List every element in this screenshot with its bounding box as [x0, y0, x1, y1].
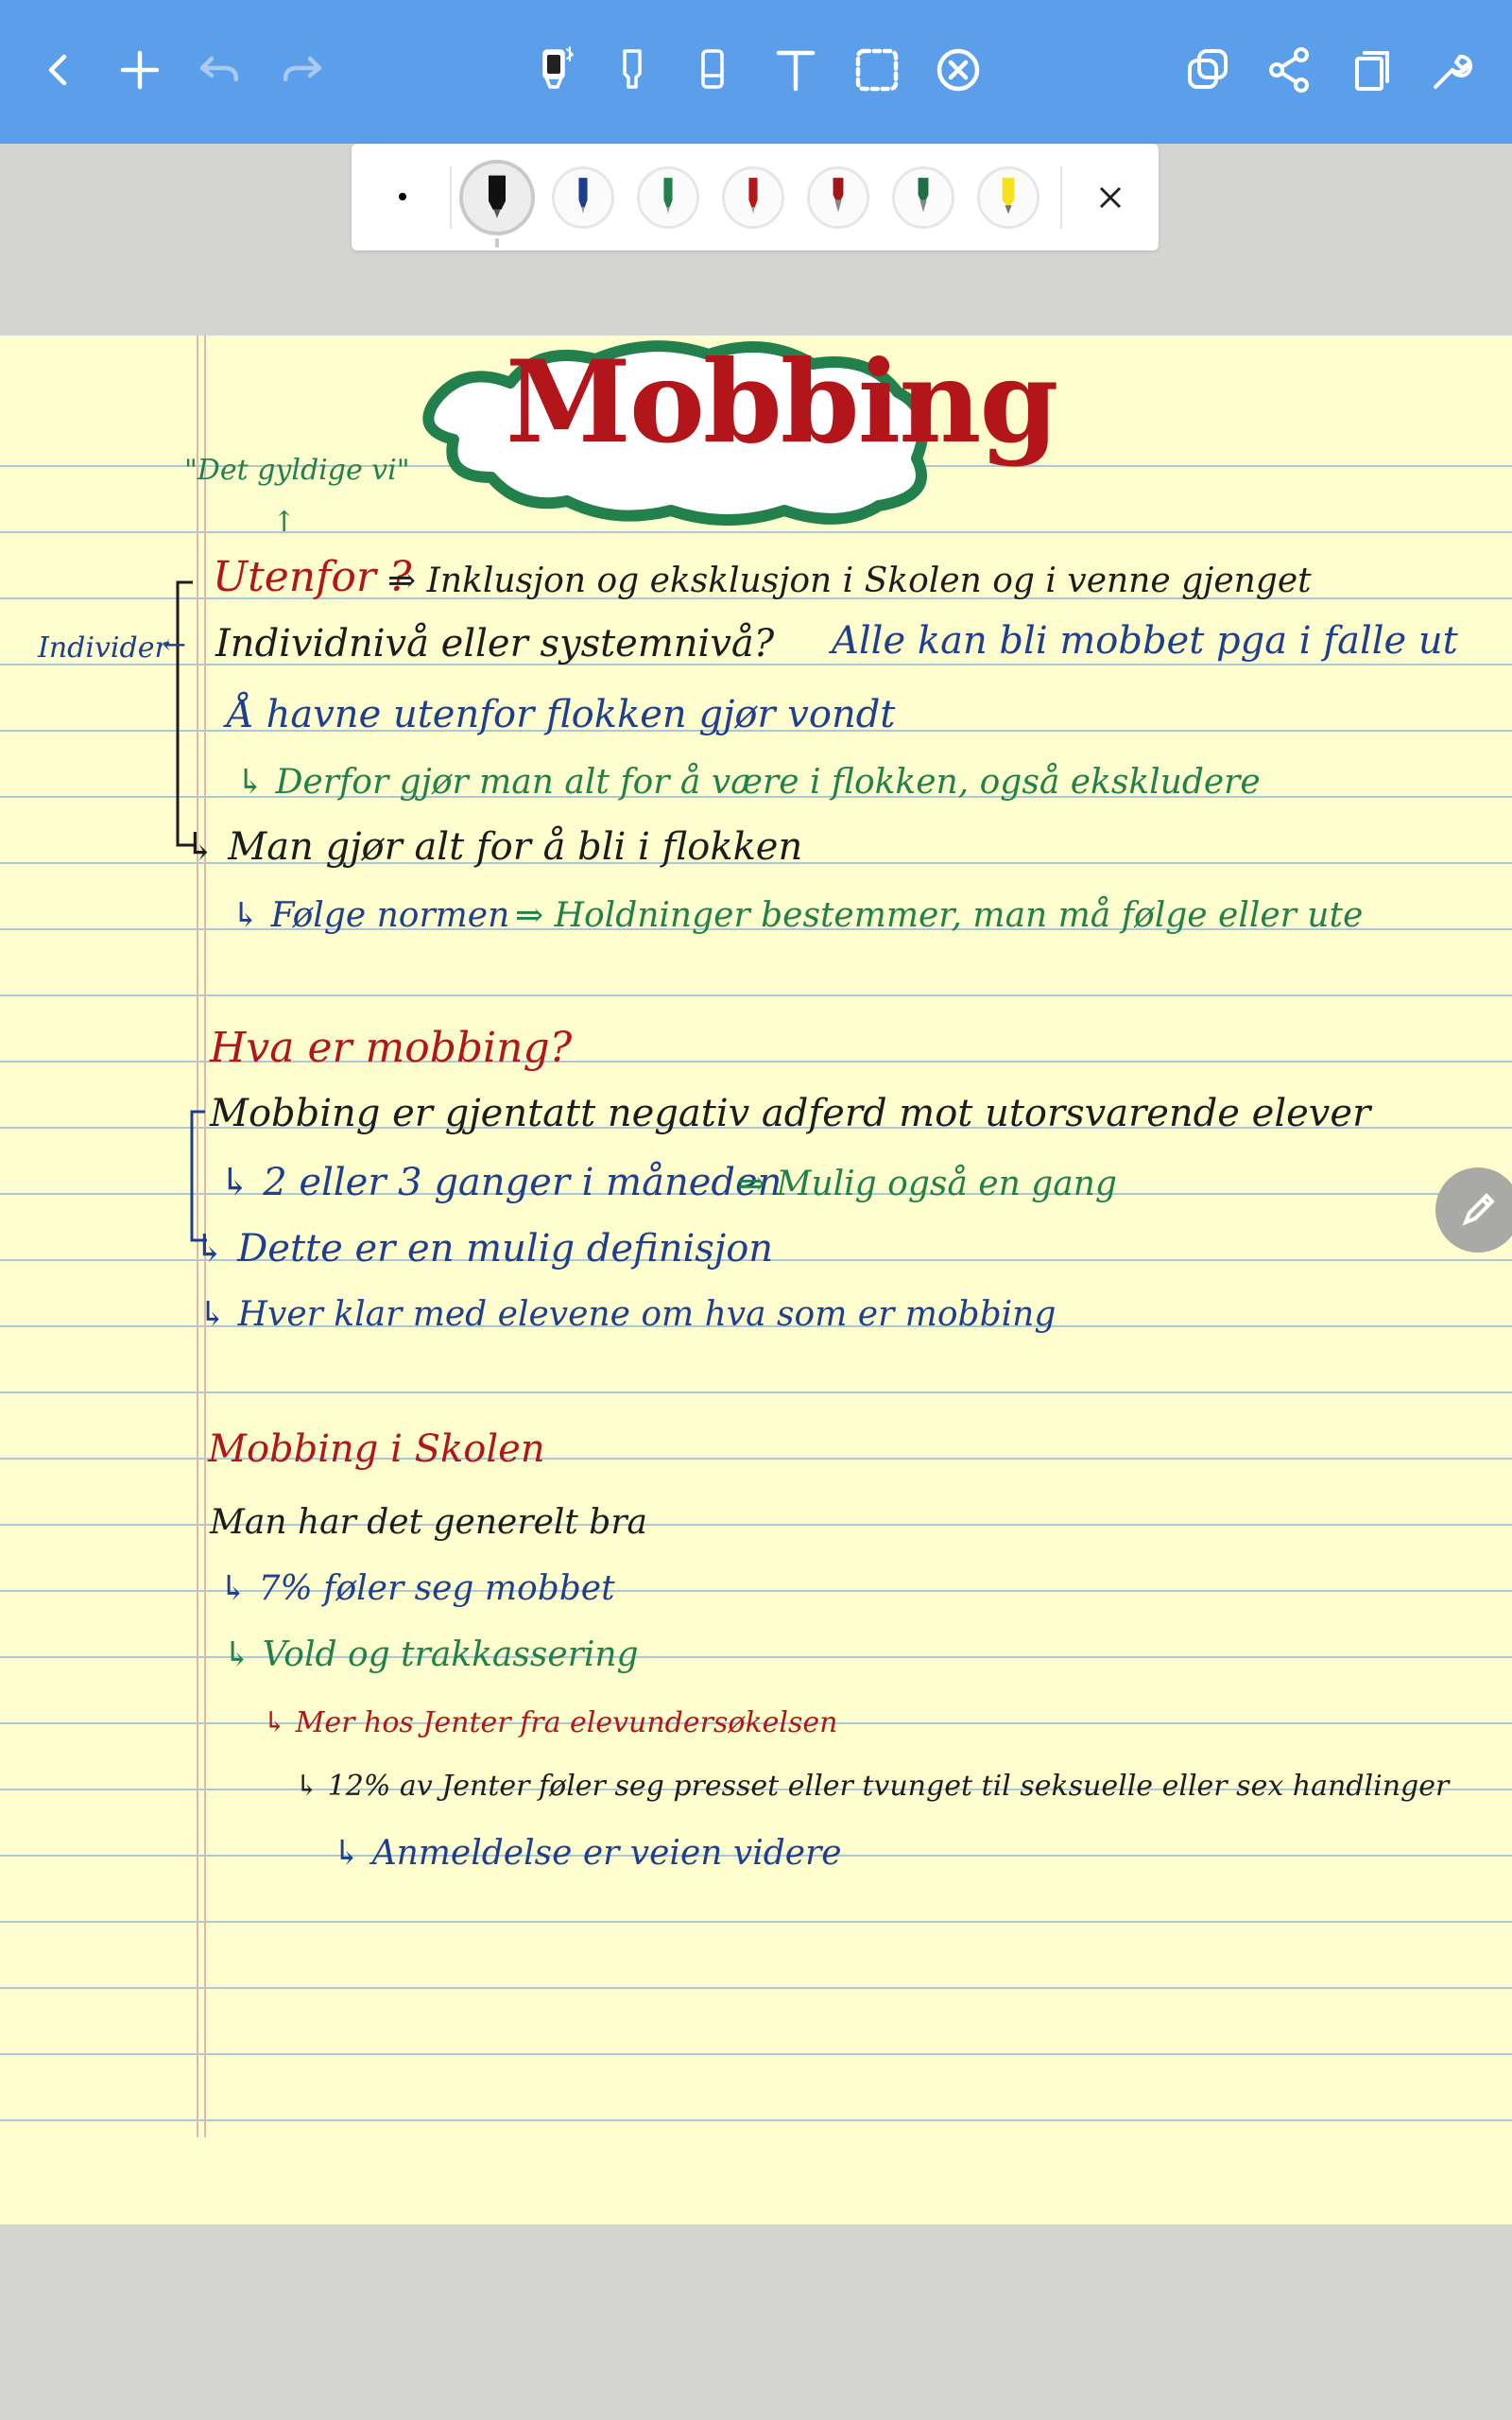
left-bracket	[168, 579, 206, 853]
pen-red[interactable]	[722, 166, 784, 229]
selected-pen-indicator	[495, 238, 499, 248]
pen-green[interactable]	[637, 166, 699, 229]
eraser-icon[interactable]	[682, 40, 743, 100]
line-mulig-definisjon: ↳ Dette er en mulig definisjon	[194, 1227, 774, 1270]
line-derfor: ↳ Derfor gjør man alt for å være i flokken, også ekskludere	[236, 763, 1261, 802]
line-folge-normen: ↳ Følge normen	[232, 896, 510, 935]
undo-icon[interactable]	[189, 40, 249, 100]
line-individ-system: Individnivå eller systemnivå?	[215, 622, 775, 666]
heading-mobbing-i-skolen: Mobbing i Skolen	[208, 1427, 545, 1471]
highlighter-icon[interactable]	[602, 40, 662, 100]
pen-dark-green-fountain[interactable]	[892, 166, 954, 229]
clear-icon[interactable]	[928, 40, 988, 100]
share-icon[interactable]	[1260, 40, 1320, 100]
line-havne-utenfor: Å havne utenfor flokken gjør vondt	[227, 693, 896, 736]
edit-pencil-icon	[1456, 1188, 1500, 1232]
text-tool-icon[interactable]	[765, 40, 826, 100]
pen-dark-red-fountain[interactable]	[807, 166, 869, 229]
note-title: Mobbing	[506, 336, 1057, 469]
line-mulig: ⇒ Mulig også en gang	[737, 1165, 1117, 1203]
line-definition: Mobbing er gjentatt negativ adferd mot utorsvarende elever	[210, 1092, 1371, 1135]
line-generelt-bra: Man har det generelt bra	[210, 1503, 648, 1542]
line-ganger: ↳ 2 eller 3 ganger i måneden	[219, 1161, 782, 1204]
line-man-gjor: ↳ Man gjør alt for å bli i flokken	[184, 825, 803, 869]
line-inclusion: ⇒ Inklusjon og eksklusjon i Skolen og i venne gjenget	[387, 562, 1312, 600]
heading-hva-er-mobbing: Hva er mobbing?	[210, 1024, 573, 1072]
pen-tool-icon[interactable]	[524, 40, 584, 100]
line-alle-kan: Alle kan bli mobbet pga i falle ut	[832, 619, 1458, 663]
pages-icon[interactable]	[1342, 40, 1402, 100]
back-icon[interactable]	[28, 40, 89, 100]
line-hver-klar: ↳ Hver klar med elevene om hva som er mobbing	[198, 1295, 1057, 1334]
top-toolbar	[0, 0, 1512, 144]
edit-floating-button[interactable]	[1435, 1167, 1512, 1253]
pen-black-selected[interactable]	[459, 160, 535, 235]
line-anmeldelse: ↳ Anmeldelse er veien videre	[333, 1834, 842, 1873]
palette-divider	[450, 166, 452, 229]
settings-wrench-icon[interactable]	[1422, 40, 1483, 100]
highlighter-yellow[interactable]	[977, 166, 1040, 229]
pen-blue[interactable]	[552, 166, 614, 229]
line-7-percent: ↳ 7% føler seg mobbet	[219, 1569, 615, 1608]
palette-divider	[1060, 166, 1062, 229]
side-label-individer: Individer	[38, 631, 168, 665]
close-icon[interactable]	[1085, 172, 1136, 223]
side-arrow: ←	[163, 629, 187, 662]
layers-icon[interactable]	[1178, 40, 1239, 100]
line-mer-hos-jenter: ↳ Mer hos Jenter fra elevundersøkelsen	[263, 1706, 838, 1739]
up-arrow: ↑	[272, 506, 297, 539]
line-holdninger: ⇒ Holdninger bestemmer, man må følge eller ute	[515, 896, 1364, 935]
line-vold: ↳ Vold og trakkassering	[223, 1635, 639, 1674]
redo-icon[interactable]	[272, 40, 333, 100]
utenfor-heading: Utenfor ?	[213, 553, 412, 601]
pen-size-dot[interactable]	[399, 193, 406, 200]
add-icon[interactable]	[110, 40, 170, 100]
pen-palette	[352, 144, 1159, 251]
page-bottom-margin	[0, 2137, 1512, 2224]
quote-text: "Det gyldige vi"	[184, 454, 410, 487]
lasso-select-icon[interactable]	[847, 40, 907, 100]
line-12-percent: ↳ 12% av Jenter føler seg presset eller tvunget til seksuelle eller sex handlinger	[295, 1770, 1450, 1803]
